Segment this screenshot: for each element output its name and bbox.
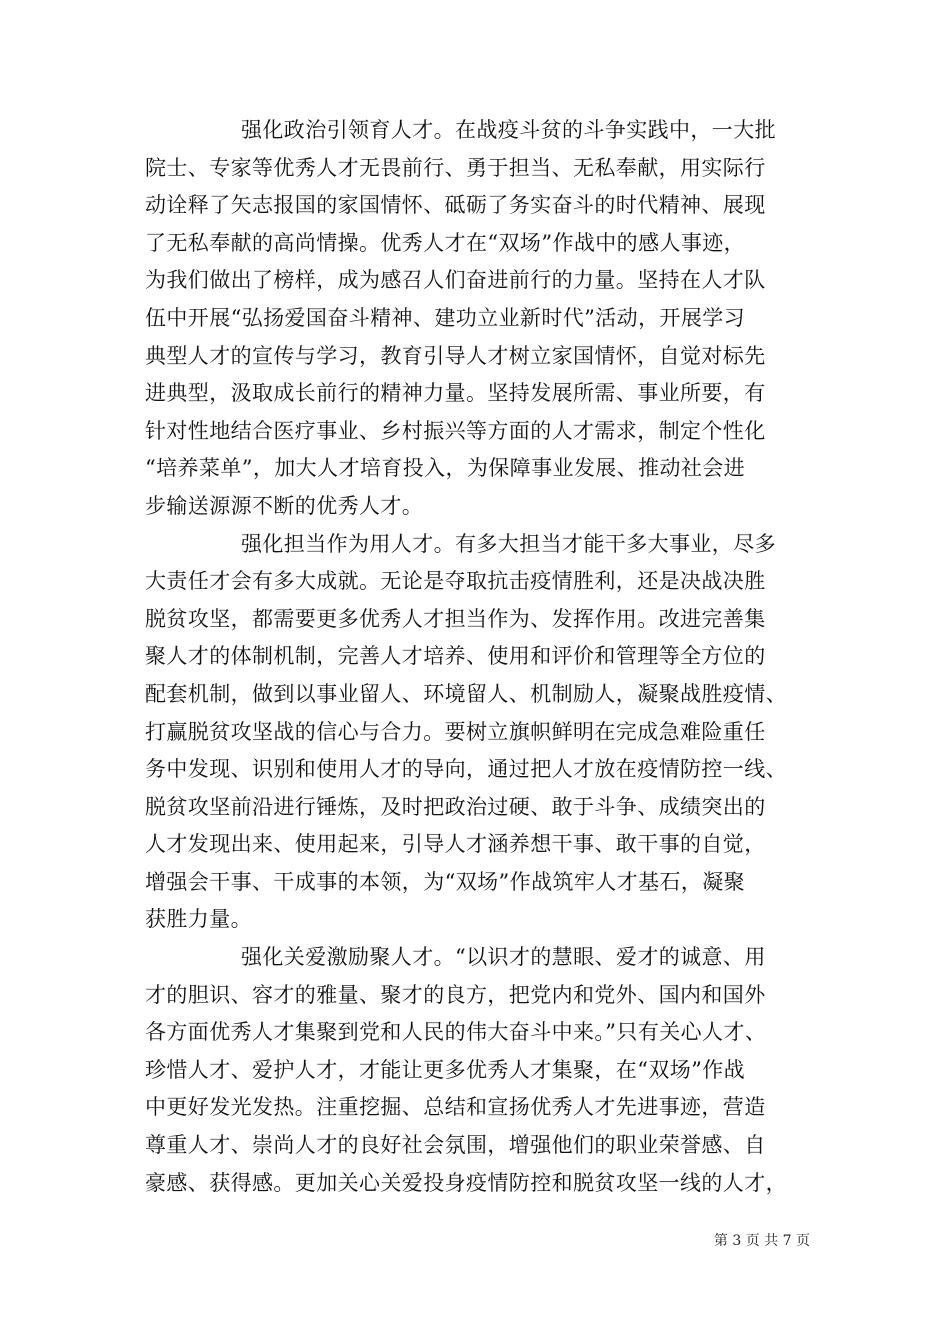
- paragraph-3-line-7: 豪感、获得感。更加关心关爱投身疫情防控和脱贫攻坚一线的人才，: [145, 1170, 787, 1195]
- paragraph-2-line-2: 大责任才会有多大成就。无论是夺取抗击疫情胜利，还是决战决胜: [145, 569, 766, 594]
- paragraph-2-line-1: 强化担当作为用人才。有多大担当才能干多大事业，尽多: [241, 531, 776, 556]
- paragraph-1-line-4: 了无私奉献的高尚情操。优秀人才在“双场”作战中的感人事迹，: [145, 230, 746, 255]
- paragraph-2-line-4: 聚人才的体制机制，完善人才培养、使用和评价和管理等全方位的: [145, 644, 766, 669]
- page-number-footer: 第 3 页 共 7 页: [713, 1233, 810, 1249]
- paragraph-2-line-7: 务中发现、识别和使用人才的导向，通过把人才放在疫情防控一线、: [145, 757, 787, 782]
- document-body: [145, 112, 811, 1202]
- paragraph-1-line-6: 伍中开展“弘扬爱国奋斗精神、建功立业新时代”活动，开展学习: [145, 305, 746, 330]
- paragraph-1-line-8: 进典型，汲取成长前行的精神力量。坚持发展所需、事业所要，有: [145, 381, 766, 406]
- paragraph-2-line-6: 打赢脱贫攻坚战的信心与合力。要树立旗帜鲜明在完成急难险重任: [145, 719, 766, 744]
- paragraph-3-line-6: 尊重人才、崇尚人才的良好社会氛围，增强他们的职业荣誉感、自: [145, 1133, 766, 1158]
- paragraph-1-line-2: 院士、专家等优秀人才无畏前行、勇于担当、无私奉献，用实际行: [145, 155, 766, 180]
- paragraph-1-line-10: “培养菜单”，加大人才培育投入，为保障事业发展、推动社会进: [145, 456, 746, 481]
- paragraph-1-line-1: 强化政治引领育人才。在战疫斗贫的斗争实践中，一大批: [241, 118, 776, 142]
- paragraph-1-line-5: 为我们做出了榜样，成为感召人们奋进前行的力量。坚持在人才队: [145, 268, 766, 293]
- paragraph-2-line-9: 人才发现出来、使用起来，引导人才涵养想干事、敢干事的自觉，: [145, 832, 766, 857]
- paragraph-3-line-5: 中更好发光发热。注重挖掘、总结和宣扬优秀人才先进事迹，营造: [145, 1095, 766, 1120]
- paragraph-3-line-4: 珍惜人才、爱护人才，才能让更多优秀人才集聚，在“双场”作战: [145, 1057, 746, 1082]
- paragraph-2-line-10: 增强会干事、干成事的本领，为“双场”作战筑牢人才基石，凝聚: [145, 869, 746, 894]
- paragraph-2-line-5: 配套机制，做到以事业留人、环境留人、机制励人，凝聚战胜疫情、: [145, 681, 787, 706]
- paragraph-1-line-9: 针对性地结合医疗事业、乡村振兴等方面的人才需求，制定个性化: [145, 418, 766, 443]
- paragraph-3-line-3: 各方面优秀人才集聚到党和人民的伟大奋斗中来。”只有关心人才、: [145, 1020, 767, 1045]
- paragraph-2-line-3: 脱贫攻坚，都需要更多优秀人才担当作为、发挥作用。改进完善集: [145, 606, 766, 631]
- paragraph-2-line-11: 获胜力量。: [145, 907, 252, 932]
- paragraph-1-line-11: 步输送源源不断的优秀人才。: [145, 493, 424, 518]
- paragraph-1-line-3: 动诠释了矢志报国的家国情怀、砥砺了务实奋斗的时代精神、展现: [145, 193, 766, 218]
- paragraph-3-line-2: 才的胆识、容才的雅量、聚才的良方，把党内和党外、国内和国外: [145, 982, 766, 1007]
- paragraph-2-line-8: 脱贫攻坚前沿进行锤炼，及时把政治过硬、敢于斗争、成绩突出的: [145, 794, 766, 819]
- paragraph-3-line-1: 强化关爱激励聚人才。“以识才的慧眼、爱才的诚意、用: [241, 945, 766, 970]
- paragraph-1-line-7: 典型人才的宣传与学习，教育引导人才树立家国情怀，自觉对标先: [145, 343, 766, 368]
